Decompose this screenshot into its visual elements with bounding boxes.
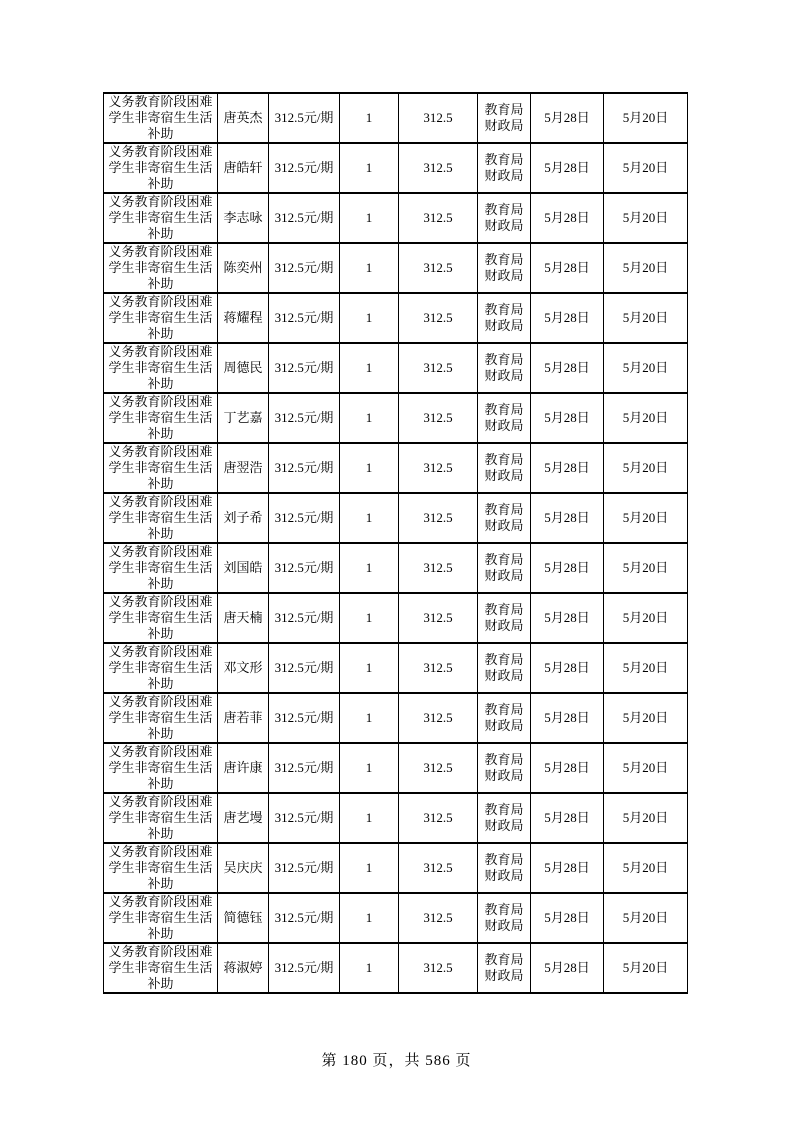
cell-quantity: 1 [340,693,399,743]
cell-project: 义务教育阶段困难学生非寄宿生生活补助 [104,243,218,293]
cell-standard: 312.5元/期 [269,493,340,543]
cell-department: 教育局财政局 [478,393,531,443]
cell-department: 教育局财政局 [478,93,531,143]
cell-date-2: 5月20日 [604,343,688,393]
cell-standard: 312.5元/期 [269,693,340,743]
cell-date-2: 5月20日 [604,643,688,693]
cell-date-1: 5月28日 [531,293,604,343]
cell-department: 教育局财政局 [478,893,531,943]
table-row [104,343,688,393]
cell-project: 义务教育阶段困难学生非寄宿生生活补助 [104,893,218,943]
cell-project: 义务教育阶段困难学生非寄宿生生活补助 [104,943,218,993]
cell-quantity: 1 [340,743,399,793]
cell-date-2: 5月20日 [604,243,688,293]
cell-project: 义务教育阶段困难学生非寄宿生生活补助 [104,193,218,243]
cell-date-1: 5月28日 [531,643,604,693]
cell-quantity: 1 [340,793,399,843]
cell-quantity: 1 [340,143,399,193]
cell-name: 唐艺墁 [218,793,269,843]
cell-quantity: 1 [340,493,399,543]
cell-project: 义务教育阶段困难学生非寄宿生生活补助 [104,743,218,793]
cell-amount: 312.5 [399,393,478,443]
cell-quantity: 1 [340,543,399,593]
cell-standard: 312.5元/期 [269,293,340,343]
cell-department: 教育局财政局 [478,793,531,843]
cell-standard: 312.5元/期 [269,893,340,943]
cell-date-1: 5月28日 [531,893,604,943]
cell-project: 义务教育阶段困难学生非寄宿生生活补助 [104,843,218,893]
cell-project: 义务教育阶段困难学生非寄宿生生活补助 [104,543,218,593]
cell-quantity: 1 [340,343,399,393]
cell-name: 刘子希 [218,493,269,543]
cell-name: 唐皓轩 [218,143,269,193]
cell-date-2: 5月20日 [604,843,688,893]
cell-department: 教育局财政局 [478,343,531,393]
table-row [104,243,688,293]
cell-date-2: 5月20日 [604,493,688,543]
cell-quantity: 1 [340,893,399,943]
cell-standard: 312.5元/期 [269,743,340,793]
cell-date-2: 5月20日 [604,293,688,343]
cell-department: 教育局财政局 [478,193,531,243]
cell-name: 丁艺嘉 [218,393,269,443]
table-row [104,543,688,593]
cell-name: 唐天楠 [218,593,269,643]
subsidy-table [103,92,688,994]
cell-project: 义务教育阶段困难学生非寄宿生生活补助 [104,593,218,643]
cell-name: 周德民 [218,343,269,393]
cell-department: 教育局财政局 [478,843,531,893]
cell-department: 教育局财政局 [478,493,531,543]
cell-standard: 312.5元/期 [269,443,340,493]
cell-date-2: 5月20日 [604,593,688,643]
cell-date-2: 5月20日 [604,543,688,593]
cell-date-2: 5月20日 [604,943,688,993]
cell-standard: 312.5元/期 [269,393,340,443]
cell-department: 教育局财政局 [478,243,531,293]
cell-date-1: 5月28日 [531,143,604,193]
cell-department: 教育局财政局 [478,293,531,343]
cell-department: 教育局财政局 [478,693,531,743]
cell-project: 义务教育阶段困难学生非寄宿生生活补助 [104,443,218,493]
cell-standard: 312.5元/期 [269,793,340,843]
table-row [104,743,688,793]
table-row [104,593,688,643]
table-row [104,843,688,893]
cell-project: 义务教育阶段困难学生非寄宿生生活补助 [104,693,218,743]
cell-department: 教育局财政局 [478,593,531,643]
table-row [104,893,688,943]
cell-amount: 312.5 [399,743,478,793]
cell-project: 义务教育阶段困难学生非寄宿生生活补助 [104,643,218,693]
cell-department: 教育局财政局 [478,443,531,493]
cell-name: 刘国皓 [218,543,269,593]
cell-name: 唐翌浩 [218,443,269,493]
cell-name: 蒋耀程 [218,293,269,343]
table-row [104,943,688,993]
cell-name: 邓文形 [218,643,269,693]
cell-project: 义务教育阶段困难学生非寄宿生生活补助 [104,793,218,843]
cell-quantity: 1 [340,243,399,293]
cell-date-1: 5月28日 [531,93,604,143]
cell-project: 义务教育阶段困难学生非寄宿生生活补助 [104,393,218,443]
table-row [104,143,688,193]
cell-quantity: 1 [340,643,399,693]
cell-date-1: 5月28日 [531,843,604,893]
cell-date-2: 5月20日 [604,793,688,843]
cell-quantity: 1 [340,843,399,893]
cell-standard: 312.5元/期 [269,93,340,143]
cell-project: 义务教育阶段困难学生非寄宿生生活补助 [104,293,218,343]
cell-date-1: 5月28日 [531,393,604,443]
table-row [104,193,688,243]
cell-project: 义务教育阶段困难学生非寄宿生生活补助 [104,93,218,143]
cell-date-1: 5月28日 [531,343,604,393]
cell-amount: 312.5 [399,143,478,193]
cell-date-1: 5月28日 [531,593,604,643]
cell-name: 吴庆庆 [218,843,269,893]
cell-standard: 312.5元/期 [269,643,340,693]
cell-amount: 312.5 [399,443,478,493]
table-row [104,443,688,493]
table-row [104,293,688,343]
cell-department: 教育局财政局 [478,643,531,693]
cell-date-1: 5月28日 [531,943,604,993]
cell-date-2: 5月20日 [604,93,688,143]
cell-date-1: 5月28日 [531,243,604,293]
cell-amount: 312.5 [399,793,478,843]
cell-date-1: 5月28日 [531,193,604,243]
cell-standard: 312.5元/期 [269,243,340,293]
cell-department: 教育局财政局 [478,143,531,193]
cell-date-1: 5月28日 [531,743,604,793]
cell-date-1: 5月28日 [531,443,604,493]
cell-project: 义务教育阶段困难学生非寄宿生生活补助 [104,493,218,543]
cell-quantity: 1 [340,93,399,143]
cell-name: 陈奕州 [218,243,269,293]
cell-standard: 312.5元/期 [269,143,340,193]
cell-department: 教育局财政局 [478,743,531,793]
cell-standard: 312.5元/期 [269,343,340,393]
cell-amount: 312.5 [399,243,478,293]
cell-date-2: 5月20日 [604,893,688,943]
cell-amount: 312.5 [399,943,478,993]
cell-standard: 312.5元/期 [269,943,340,993]
cell-standard: 312.5元/期 [269,193,340,243]
cell-name: 唐许康 [218,743,269,793]
page-number-footer: 第 180 页，共 586 页 [321,1053,472,1069]
cell-quantity: 1 [340,943,399,993]
cell-amount: 312.5 [399,593,478,643]
cell-quantity: 1 [340,593,399,643]
cell-name: 唐英杰 [218,93,269,143]
cell-project: 义务教育阶段困难学生非寄宿生生活补助 [104,343,218,393]
cell-standard: 312.5元/期 [269,593,340,643]
cell-amount: 312.5 [399,893,478,943]
cell-amount: 312.5 [399,343,478,393]
cell-date-2: 5月20日 [604,143,688,193]
cell-amount: 312.5 [399,293,478,343]
cell-date-2: 5月20日 [604,443,688,493]
table-row [104,793,688,843]
cell-department: 教育局财政局 [478,543,531,593]
table-row [104,643,688,693]
cell-date-2: 5月20日 [604,393,688,443]
cell-amount: 312.5 [399,193,478,243]
table-row [104,393,688,443]
cell-amount: 312.5 [399,643,478,693]
cell-quantity: 1 [340,393,399,443]
cell-date-1: 5月28日 [531,693,604,743]
cell-project: 义务教育阶段困难学生非寄宿生生活补助 [104,143,218,193]
cell-date-1: 5月28日 [531,543,604,593]
cell-date-2: 5月20日 [604,693,688,743]
cell-name: 蒋淑婷 [218,943,269,993]
cell-quantity: 1 [340,443,399,493]
cell-name: 简德钰 [218,893,269,943]
table-row [104,493,688,543]
cell-department: 教育局财政局 [478,943,531,993]
cell-quantity: 1 [340,193,399,243]
cell-quantity: 1 [340,293,399,343]
cell-date-2: 5月20日 [604,743,688,793]
cell-standard: 312.5元/期 [269,843,340,893]
cell-standard: 312.5元/期 [269,543,340,593]
cell-date-2: 5月20日 [604,193,688,243]
cell-amount: 312.5 [399,693,478,743]
cell-amount: 312.5 [399,93,478,143]
cell-amount: 312.5 [399,493,478,543]
subsidy-table-body [104,93,688,993]
cell-date-1: 5月28日 [531,793,604,843]
table-row [104,693,688,743]
cell-amount: 312.5 [399,843,478,893]
cell-name: 唐若菲 [218,693,269,743]
cell-name: 李志咏 [218,193,269,243]
cell-date-1: 5月28日 [531,493,604,543]
cell-amount: 312.5 [399,543,478,593]
table-row [104,93,688,143]
